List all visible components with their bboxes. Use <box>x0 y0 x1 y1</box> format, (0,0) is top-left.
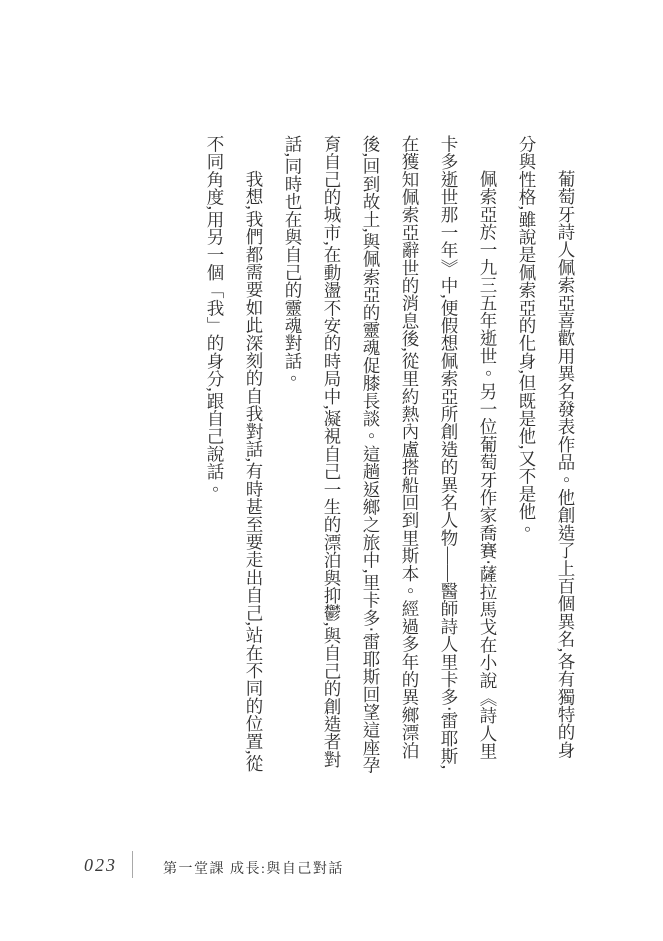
paragraph-3: 我想,我們都需要如此深刻的自我對話,有時甚至要走出自己,站在不同的位置,從不同角度,用另一個「我」的身分,跟自己說話。 <box>205 135 264 773</box>
paragraph-2: 佩索亞於一九三五年逝世。另一位葡萄牙作家喬賽‧薩拉馬戈在小說《詩人里卡多逝世那一年》中,便假想佩索亞所創造的異名人物——醫師詩人里卡多‧雷耶斯,在獲知佩索亞辭世的消息後,從里約熱內盧搭船回到里斯本。經過多年的異鄉漂泊後,回到故土,與佩索亞的靈魂促膝長談。這趟返鄉之旅中,里卡多‧雷耶斯回望這座孕育自己的城市,在動盪不安的時局中,凝視自己一生的漂泊與抑鬱,與自己的創造者對話,同時也在與自己的靈魂對話。 <box>283 135 498 774</box>
footer-divider <box>132 851 133 878</box>
page-number: 023 <box>84 855 117 875</box>
vertical-text-block <box>193 135 585 775</box>
paragraph-1: 葡萄牙詩人佩索亞喜歡用異名發表作品。他創造了上百個異名,各有獨特的身分與性格,雖說是佩索亞的化身,但既是他,又不是他。 <box>517 135 576 759</box>
chapter-title: 第一堂課 成長:與自己對話 <box>163 862 344 877</box>
